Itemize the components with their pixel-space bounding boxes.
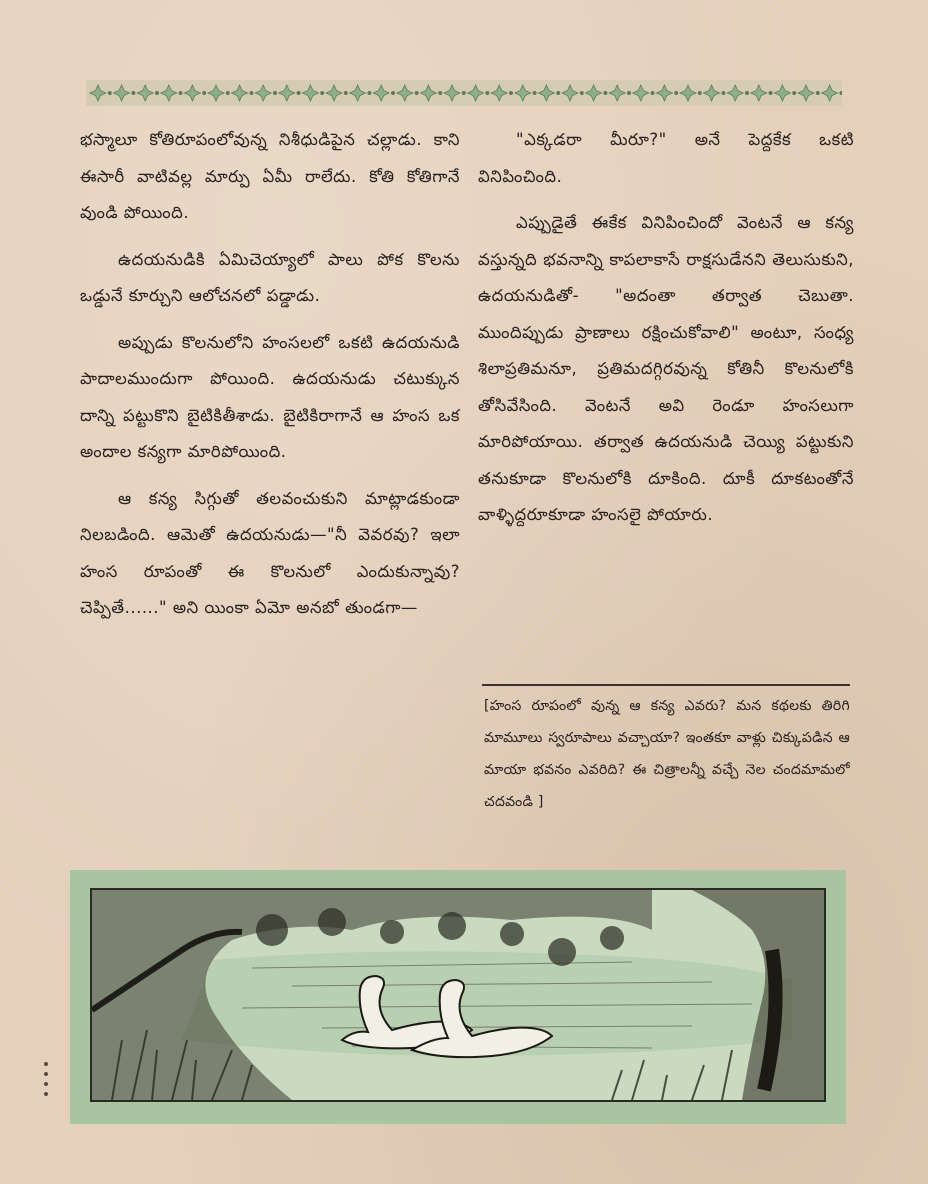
editor-note: [హంస రూపంలో వున్న ఆ కన్య ఎవరు? మన కథలకు తిరిగి మామూలు స్వరూపాలు వచ్చాయా? ఇంతకూ వాళ్లు చిక్కుపడిన ఆ మాయా భవనం ఎవరిది? ఈ చిత్రాలన్నీ వచ్చే నెల చందమామలో చదవండి ] xyxy=(484,698,850,810)
paragraph: అప్పుడు కొలనులోని హంసలలో ఒకటి ఉదయనుడి పాదాలముందుగా పోయింది. ఉదయనుడు చటుక్కున దాన్ని పట్టుకొని బైటికితీశాడు. బైటికిరాగానే ఆ హంస ఒక అందాల కన్యగా మారిపోయింది. xyxy=(80,332,460,461)
paragraph: "ఎక్కడరా మీరూ?" అనే పెద్దకేక ఒకటి వినిపించింది. xyxy=(478,130,854,186)
illustration-panel xyxy=(70,870,846,1124)
swans-lake-icon xyxy=(92,890,824,1100)
ornament-border-icon xyxy=(86,80,842,106)
right-column xyxy=(478,122,854,544)
paragraph: ఉదయనుడికి ఏమిచెయ్యాలో పాలు పోక కొలను ఒడ్డునే కూర్చుని ఆలోచనలో పడ్డాడు. xyxy=(80,249,460,305)
paragraph: ఆ కన్య సిగ్గుతో తలవంచుకుని మాట్లాడకుండా నిలబడింది. ఆమెతో ఉదయనుడు—"నీ వెవరవు? ఇలా హంస రూపంతో ఈ కొలనులో ఎందుకున్నావు? చెప్పితే......" అని యింకా ఏమో అనబో తుండగా— xyxy=(80,488,460,617)
note-divider xyxy=(482,684,850,686)
ornamental-border xyxy=(86,80,842,106)
margin-dots xyxy=(44,1062,50,1102)
paragraph: ఎప్పుడైతే ఈకేక వినిపించిందో వెంటనే ఆ కన్య వస్తున్నది భవనాన్ని కాపలాకాసే రాక్షసుడేనని తెలుసుకుని, ఉదయనుడితో- "అదంతా తర్వాత చెబుతా. ముందిప్పుడు ప్రాణాలు రక్షించుకోవాలి" అంటూ, సంధ్య శిలాప్రతిమనూ, ప్రతిమదగ్గిరవున్న కోతినీ కొలనులోకి తోసివేసింది. వెంటనే అవి రెండూ హంసలుగా మారిపోయాయి. తర్వాత ఉదయనుడి చెయ్యి పట్టుకుని తనుకూడా కొలనులోకి దూకింది. దూకీ దూకటంతోనే వాళ్ళిద్దరూకూడా హంసలై పోయారు. xyxy=(478,213,854,524)
left-column xyxy=(80,122,460,637)
illustration-frame xyxy=(90,888,826,1102)
paragraph: భస్మాలూ కోతిరూపంలోవున్న నిశీధుడిపైన చల్లాడు. కాని ఈసారీ వాటివల్ల మార్పు ఏమీ రాలేదు. కోతి కోతిగానే వుండి పోయింది. xyxy=(80,130,460,222)
